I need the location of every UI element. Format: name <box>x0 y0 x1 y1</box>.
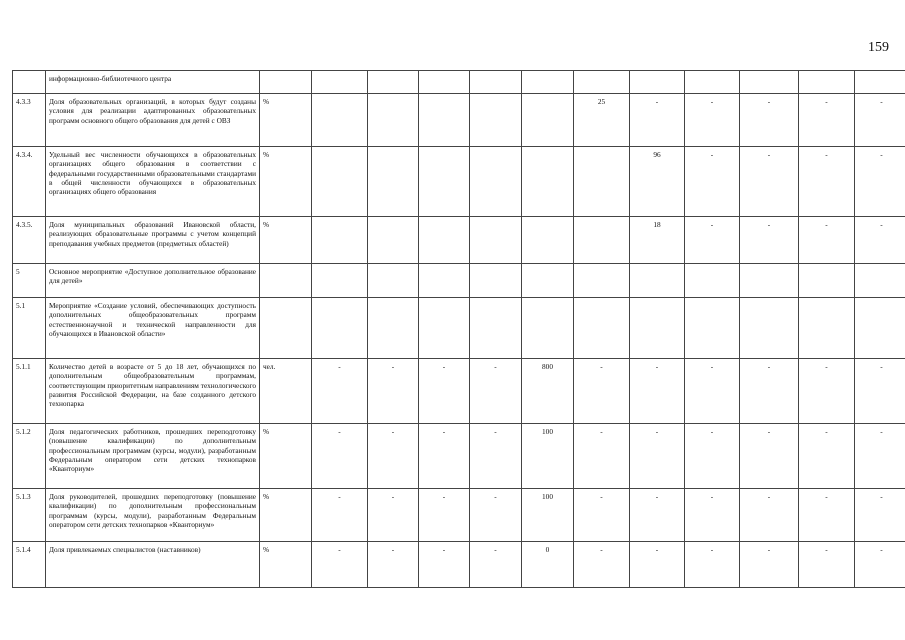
table-row <box>13 71 905 94</box>
value-cell: 100 <box>522 489 574 542</box>
value-cell <box>312 264 368 298</box>
value-cell: - <box>574 542 630 588</box>
table-row <box>13 542 905 588</box>
value-cell <box>685 71 740 94</box>
value-cell: - <box>630 489 685 542</box>
value-cell <box>470 264 522 298</box>
value-cell: 18 <box>630 217 685 264</box>
row-unit: % <box>260 424 312 489</box>
row-unit: чел. <box>260 359 312 424</box>
value-cell: - <box>574 424 630 489</box>
row-code: 5.1.4 <box>13 542 46 588</box>
value-cell <box>574 264 630 298</box>
row-description: Доля муниципальных образований Ивановской области, реализующих образовательные программы с учетом концепций преподавания учебных предметов (предметных областей) <box>46 217 260 264</box>
value-cell <box>470 298 522 359</box>
value-cell: - <box>855 94 905 147</box>
value-cell: - <box>470 359 522 424</box>
row-code: 5.1 <box>13 298 46 359</box>
value-cell <box>630 298 685 359</box>
value-cell <box>574 217 630 264</box>
table-row <box>13 359 905 424</box>
value-cell <box>740 264 799 298</box>
value-cell: - <box>685 147 740 217</box>
value-cell: - <box>740 359 799 424</box>
value-cell: - <box>630 542 685 588</box>
row-code: 4.3.4. <box>13 147 46 217</box>
value-cell <box>312 217 368 264</box>
table-row <box>13 298 905 359</box>
row-code: 4.3.3 <box>13 94 46 147</box>
value-cell <box>522 298 574 359</box>
value-cell <box>630 264 685 298</box>
value-cell: - <box>685 489 740 542</box>
value-cell: - <box>419 359 470 424</box>
row-description: Удельный вес численности обучающихся в образовательных организациях общего образования в соответствии с федеральными государственными образовательными стандартами в общей численности обучающихся в образовательных организациях общего образования <box>46 147 260 217</box>
value-cell <box>419 217 470 264</box>
value-cell: - <box>799 489 855 542</box>
value-cell: - <box>312 424 368 489</box>
value-cell: - <box>574 359 630 424</box>
value-cell <box>312 147 368 217</box>
value-cell <box>740 298 799 359</box>
row-unit: % <box>260 147 312 217</box>
value-cell <box>799 264 855 298</box>
value-cell <box>312 298 368 359</box>
value-cell: - <box>470 542 522 588</box>
value-cell <box>312 71 368 94</box>
value-cell <box>522 264 574 298</box>
value-cell: - <box>740 217 799 264</box>
value-cell: 800 <box>522 359 574 424</box>
value-cell: 96 <box>630 147 685 217</box>
value-cell: - <box>855 359 905 424</box>
value-cell: - <box>312 489 368 542</box>
value-cell <box>419 264 470 298</box>
row-description: Доля руководителей, прошедших переподготовку (повышение квалификации) по дополнительным профессиональным программам (курсы, модули), разработанным Федеральным оператором сети детских технопарков «Кванториум» <box>46 489 260 542</box>
table-row <box>13 217 905 264</box>
table-row <box>13 94 905 147</box>
value-cell: - <box>368 359 419 424</box>
value-cell <box>855 71 905 94</box>
value-cell: - <box>419 542 470 588</box>
value-cell <box>522 94 574 147</box>
value-cell: - <box>630 359 685 424</box>
value-cell: - <box>312 359 368 424</box>
value-cell: - <box>855 424 905 489</box>
value-cell: - <box>740 147 799 217</box>
value-cell: - <box>799 542 855 588</box>
value-cell: - <box>855 217 905 264</box>
row-unit: % <box>260 94 312 147</box>
row-code: 5.1.2 <box>13 424 46 489</box>
row-code: 5 <box>13 264 46 298</box>
value-cell <box>419 94 470 147</box>
value-cell: - <box>574 489 630 542</box>
value-cell: - <box>419 424 470 489</box>
value-cell <box>470 147 522 217</box>
row-description: Доля образовательных организаций, в которых будут созданы условия для реализации адаптированных образовательных программ основного общего образования для детей с ОВЗ <box>46 94 260 147</box>
value-cell <box>855 264 905 298</box>
value-cell <box>368 71 419 94</box>
value-cell <box>574 298 630 359</box>
value-cell: - <box>685 424 740 489</box>
value-cell: - <box>799 217 855 264</box>
value-cell: - <box>685 359 740 424</box>
value-cell <box>368 264 419 298</box>
row-code: 4.3.5. <box>13 217 46 264</box>
value-cell <box>368 94 419 147</box>
row-unit <box>260 298 312 359</box>
row-description: Доля привлекаемых специалистов (наставников) <box>46 542 260 588</box>
row-description: информационно-библиотечного центра <box>46 71 260 94</box>
value-cell: - <box>630 424 685 489</box>
table-row <box>13 489 905 542</box>
row-unit: % <box>260 217 312 264</box>
value-cell: - <box>855 542 905 588</box>
value-cell: - <box>799 147 855 217</box>
value-cell: - <box>855 489 905 542</box>
value-cell: 25 <box>574 94 630 147</box>
value-cell <box>312 94 368 147</box>
value-cell <box>470 94 522 147</box>
value-cell: - <box>740 542 799 588</box>
value-cell: - <box>740 424 799 489</box>
row-unit <box>260 264 312 298</box>
value-cell <box>855 298 905 359</box>
value-cell: - <box>368 542 419 588</box>
value-cell <box>799 71 855 94</box>
value-cell: - <box>470 489 522 542</box>
value-cell: - <box>740 489 799 542</box>
value-cell: - <box>685 94 740 147</box>
value-cell <box>685 298 740 359</box>
value-cell: - <box>368 489 419 542</box>
value-cell <box>419 71 470 94</box>
value-cell <box>574 71 630 94</box>
value-cell <box>630 71 685 94</box>
value-cell <box>574 147 630 217</box>
value-cell <box>522 71 574 94</box>
value-cell: - <box>470 424 522 489</box>
value-cell: 0 <box>522 542 574 588</box>
value-cell <box>685 264 740 298</box>
value-cell <box>799 298 855 359</box>
row-unit: % <box>260 542 312 588</box>
row-unit <box>260 71 312 94</box>
value-cell <box>522 147 574 217</box>
value-cell <box>522 217 574 264</box>
value-cell <box>419 298 470 359</box>
row-description: Мероприятие «Создание условий, обеспечивающих доступность дополнительных общеобразовательных программ естественнонаучной и технической направленности для обучающихся в Ивановской области» <box>46 298 260 359</box>
value-cell: - <box>799 359 855 424</box>
value-cell: - <box>799 424 855 489</box>
row-description: Основное мероприятие «Доступное дополнительное образование для детей» <box>46 264 260 298</box>
value-cell: - <box>312 542 368 588</box>
table-row <box>13 264 905 298</box>
row-code: 5.1.3 <box>13 489 46 542</box>
value-cell: - <box>419 489 470 542</box>
value-cell: - <box>685 542 740 588</box>
value-cell: - <box>630 94 685 147</box>
value-cell <box>740 71 799 94</box>
value-cell <box>368 147 419 217</box>
value-cell <box>470 217 522 264</box>
value-cell: - <box>368 424 419 489</box>
row-code <box>13 71 46 94</box>
value-cell: - <box>685 217 740 264</box>
row-code: 5.1.1 <box>13 359 46 424</box>
row-description: Доля педагогических работников, прошедших переподготовку (повышение квалификации) по дополнительным профессиональным программам (курсы, модули), разработанным Федеральным оператором сети детских технопарков «Кванториум» <box>46 424 260 489</box>
row-unit: % <box>260 489 312 542</box>
value-cell: - <box>799 94 855 147</box>
value-cell <box>368 217 419 264</box>
value-cell: - <box>855 147 905 217</box>
table-row <box>13 147 905 217</box>
value-cell: 100 <box>522 424 574 489</box>
table-row <box>13 424 905 489</box>
row-description: Количество детей в возрасте от 5 до 18 лет, обучающихся по дополнительным общеобразовательным программам, соответствующим приоритетным направлениям технологического развития Российской Федерации, на базе созданного детского технопарка <box>46 359 260 424</box>
page-number: 159 <box>868 40 889 55</box>
indicators-table <box>12 70 905 588</box>
value-cell <box>419 147 470 217</box>
value-cell <box>470 71 522 94</box>
value-cell: - <box>740 94 799 147</box>
value-cell <box>368 298 419 359</box>
